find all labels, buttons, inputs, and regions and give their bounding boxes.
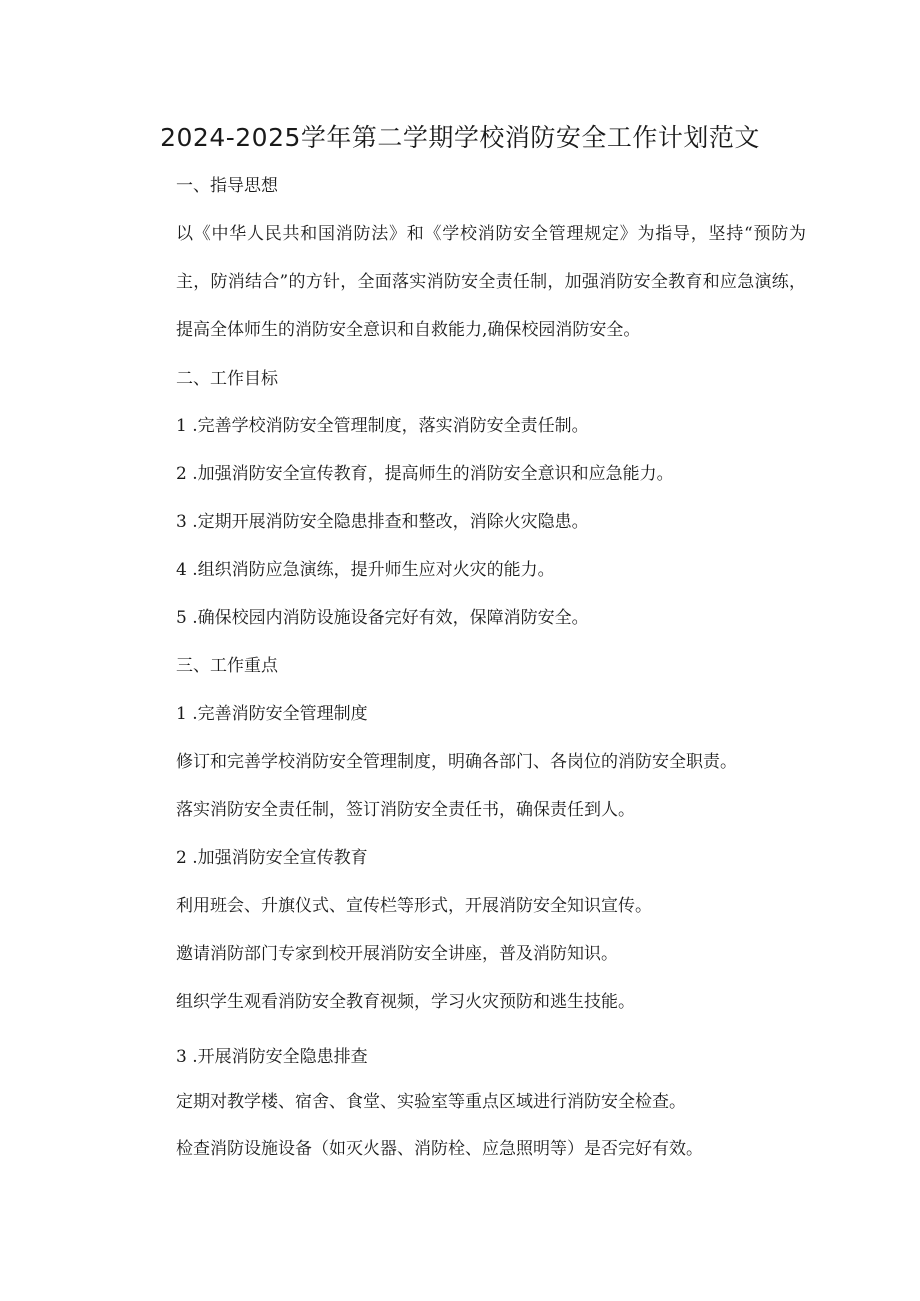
- subsection-line: 邀请消防部门专家到校开展消防安全讲座，普及消防知识。: [176, 944, 618, 964]
- goal-item: 5 .确保校园内消防设施设备完好有效，保障消防安全。: [176, 608, 589, 628]
- subsection-line: 修订和完善学校消防安全管理制度，明确各部门、各岗位的消防安全职责。: [176, 752, 737, 772]
- subsection-line: 落实消防安全责任制，签订消防安全责任书，确保责任到人。: [176, 800, 635, 820]
- document-title: 2024-2025学年第二学期学校消防安全工作计划范文: [160, 123, 760, 152]
- subsection-line: 组织学生观看消防安全教育视频，学习火灾预防和逃生技能。: [176, 992, 635, 1012]
- goal-item: 4 .组织消防应急演练，提升师生应对火灾的能力。: [176, 560, 555, 580]
- section-heading-work-focus: 三、工作重点: [176, 656, 278, 676]
- goal-item: 1 .完善学校消防安全管理制度，落实消防安全责任制。: [176, 416, 589, 436]
- goal-item: 2 .加强消防安全宣传教育，提高师生的消防安全意识和应急能力。: [176, 464, 674, 484]
- guiding-ideology-paragraph: 以《中华人民共和国消防法》和《学校消防安全管理规定》为指导，坚持“预防为主，防消结合”的方针，全面落实消防安全责任制，加强消防安全教育和应急演练，提高全体师生的消防安全意识和自救能力,确保校园消防安全。: [176, 224, 806, 340]
- subsection-line: 定期对教学楼、宿舍、食堂、实验室等重点区域进行消防安全检查。: [176, 1092, 686, 1112]
- section-heading-work-goals: 二、工作目标: [176, 369, 278, 389]
- subsection-heading: 1 .完善消防安全管理制度: [176, 704, 368, 724]
- subsection-heading: 3 .开展消防安全隐患排查: [176, 1047, 368, 1067]
- subsection-line: 利用班会、升旗仪式、宣传栏等形式，开展消防安全知识宣传。: [176, 896, 652, 916]
- goal-item: 3 .定期开展消防安全隐患排查和整改，消除火灾隐患。: [176, 512, 589, 532]
- subsection-heading: 2 .加强消防安全宣传教育: [176, 848, 368, 868]
- subsection-line: 检查消防设施设备（如灭火器、消防栓、应急照明等）是否完好有效。: [176, 1139, 703, 1159]
- section-heading-guiding-ideology: 一、指导思想: [176, 176, 278, 196]
